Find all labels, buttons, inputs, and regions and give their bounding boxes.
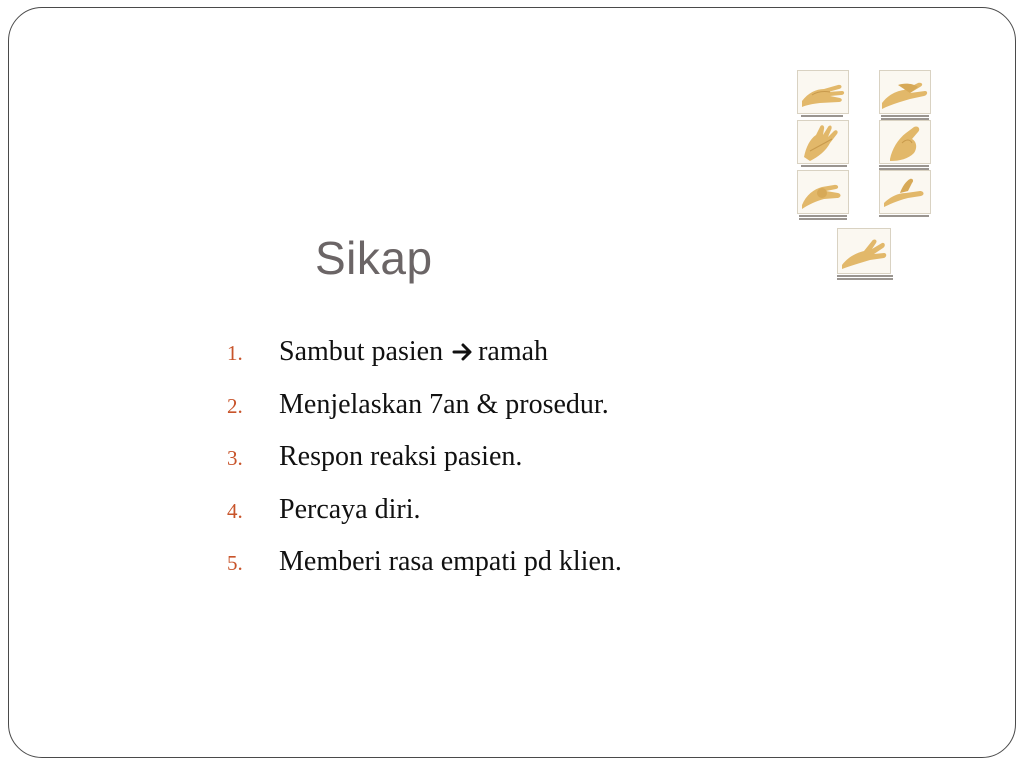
list-number: 1. [227,341,243,365]
hand-wash-step-panel [797,170,849,214]
numbered-list [227,336,622,599]
list-text-after-arrow: ramah [478,336,549,367]
list-item [227,389,622,442]
step-caption [837,275,893,281]
list-text: Menjelaskan 7an & prosedur. [279,388,609,420]
hand-wash-step-panel [879,70,931,114]
hand-wash-step-panel [797,120,849,164]
list-number: 5. [227,551,243,575]
hand-wash-step-panel [879,120,931,164]
list-item [227,494,622,547]
list-number: 4. [227,498,243,523]
list-number: 3. [227,446,243,470]
step-caption [799,215,847,221]
slide-frame [8,7,1016,758]
list-item [227,336,622,389]
hand-wash-step-panel [837,228,891,274]
hand-wash-step-panel [879,170,931,214]
list-text: Respon reaksi pasien. [279,441,523,472]
list-number: 2. [227,393,243,418]
list-item [227,546,622,599]
list-item [227,441,622,494]
list-text: Memberi rasa empati pd klien. [279,546,622,577]
hand-wash-step-panel [797,70,849,114]
list-text-before-arrow: Sambut pasien [279,336,444,367]
right-arrow-icon [452,338,474,370]
step-caption [879,215,929,221]
slide-title: Sikap [315,232,433,284]
list-text [279,336,548,370]
hand-washing-steps-icon [797,70,939,282]
list-text: Percaya diri. [279,493,421,525]
